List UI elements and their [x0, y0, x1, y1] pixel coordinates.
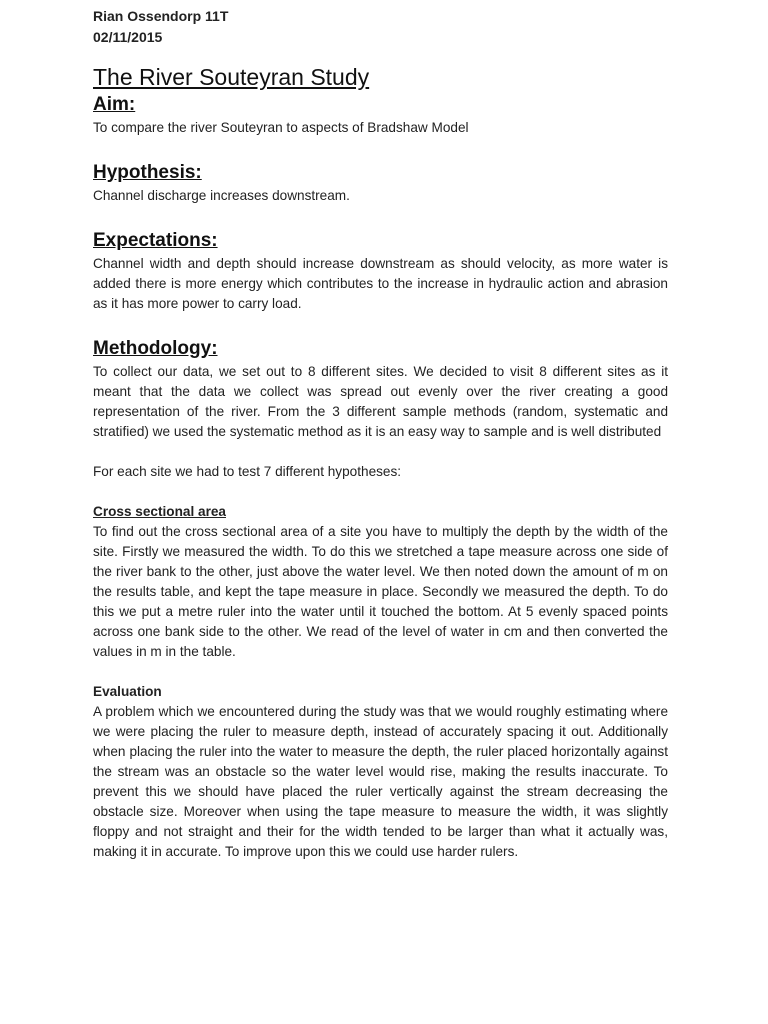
hypothesis-text: Channel discharge increases downstream.	[93, 188, 350, 203]
section-hypothesis	[93, 160, 668, 206]
cross-sectional-area-text: To find out the cross sectional area of a site you have to multiply the depth by the width of the site. Firstly we measured the width. To do this we stretched a tape measure across one side of the river bank to the other, just above the water level. We then noted down the amount of m on the results table, and kept the tape measure in place. Secondly we measured the depth. To do this we put a metre ruler into the water until it touched the bottom. At 5 evenly spaced points across one bank side to the other. We read of the level of water in cm and then converted the values in m in the table.	[93, 524, 668, 659]
section-expectations	[93, 228, 668, 314]
aim-heading: Aim:	[93, 94, 136, 115]
evaluation-text: A problem which we encountered during the study was that we would roughly estimating where we were placing the ruler to measure depth, instead of accurately spacing it out. Additionally when placing the ruler into the water to measure the depth, the ruler placed horizontally against the stream was an obstacle so the water level would rise, making the results inaccurate. To prevent this we should have placed the ruler vertically against the stream decreasing the obstacle size. Moreover when using the tape measure to measure the width, it was slightly floppy and not straight and their for the width tended to be larger than what it actually was, making it in accurate. To improve upon this we could use harder rulers.	[93, 704, 668, 859]
author-line: Rian Ossendorp 11T	[93, 8, 229, 24]
cross-sectional-area-heading: Cross sectional area	[93, 504, 226, 519]
section-aim	[93, 92, 668, 138]
methodology-hypotheses-intro: For each site we had to test 7 different hypotheses:	[93, 464, 402, 479]
hypothesis-heading: Hypothesis:	[93, 162, 202, 183]
evaluation-heading: Evaluation	[93, 684, 162, 699]
document-title: The River Souteyran Study	[93, 64, 370, 90]
document-page	[93, 6, 668, 862]
date-line: 02/11/2015	[93, 29, 163, 45]
aim-text: To compare the river Souteyran to aspects of Bradshaw Model	[93, 120, 469, 135]
section-methodology	[93, 336, 668, 482]
section-evaluation	[93, 682, 668, 862]
methodology-heading: Methodology:	[93, 338, 218, 359]
expectations-text: Channel width and depth should increase downstream as should velocity, as more water is added there is more energy which contributes to the increase in hydraulic action and abrasion as it has more power to carry load.	[93, 256, 668, 311]
expectations-heading: Expectations:	[93, 230, 218, 251]
methodology-text: To collect our data, we set out to 8 different sites. We decided to visit 8 different sites as it meant that the data we collect was spread out evenly over the river creating a good representation of the river. From the 3 different sample methods (random, systematic and stratified) we used the systematic method as it is an easy way to sample and is well distributed	[93, 364, 668, 439]
section-cross-sectional-area	[93, 502, 668, 662]
